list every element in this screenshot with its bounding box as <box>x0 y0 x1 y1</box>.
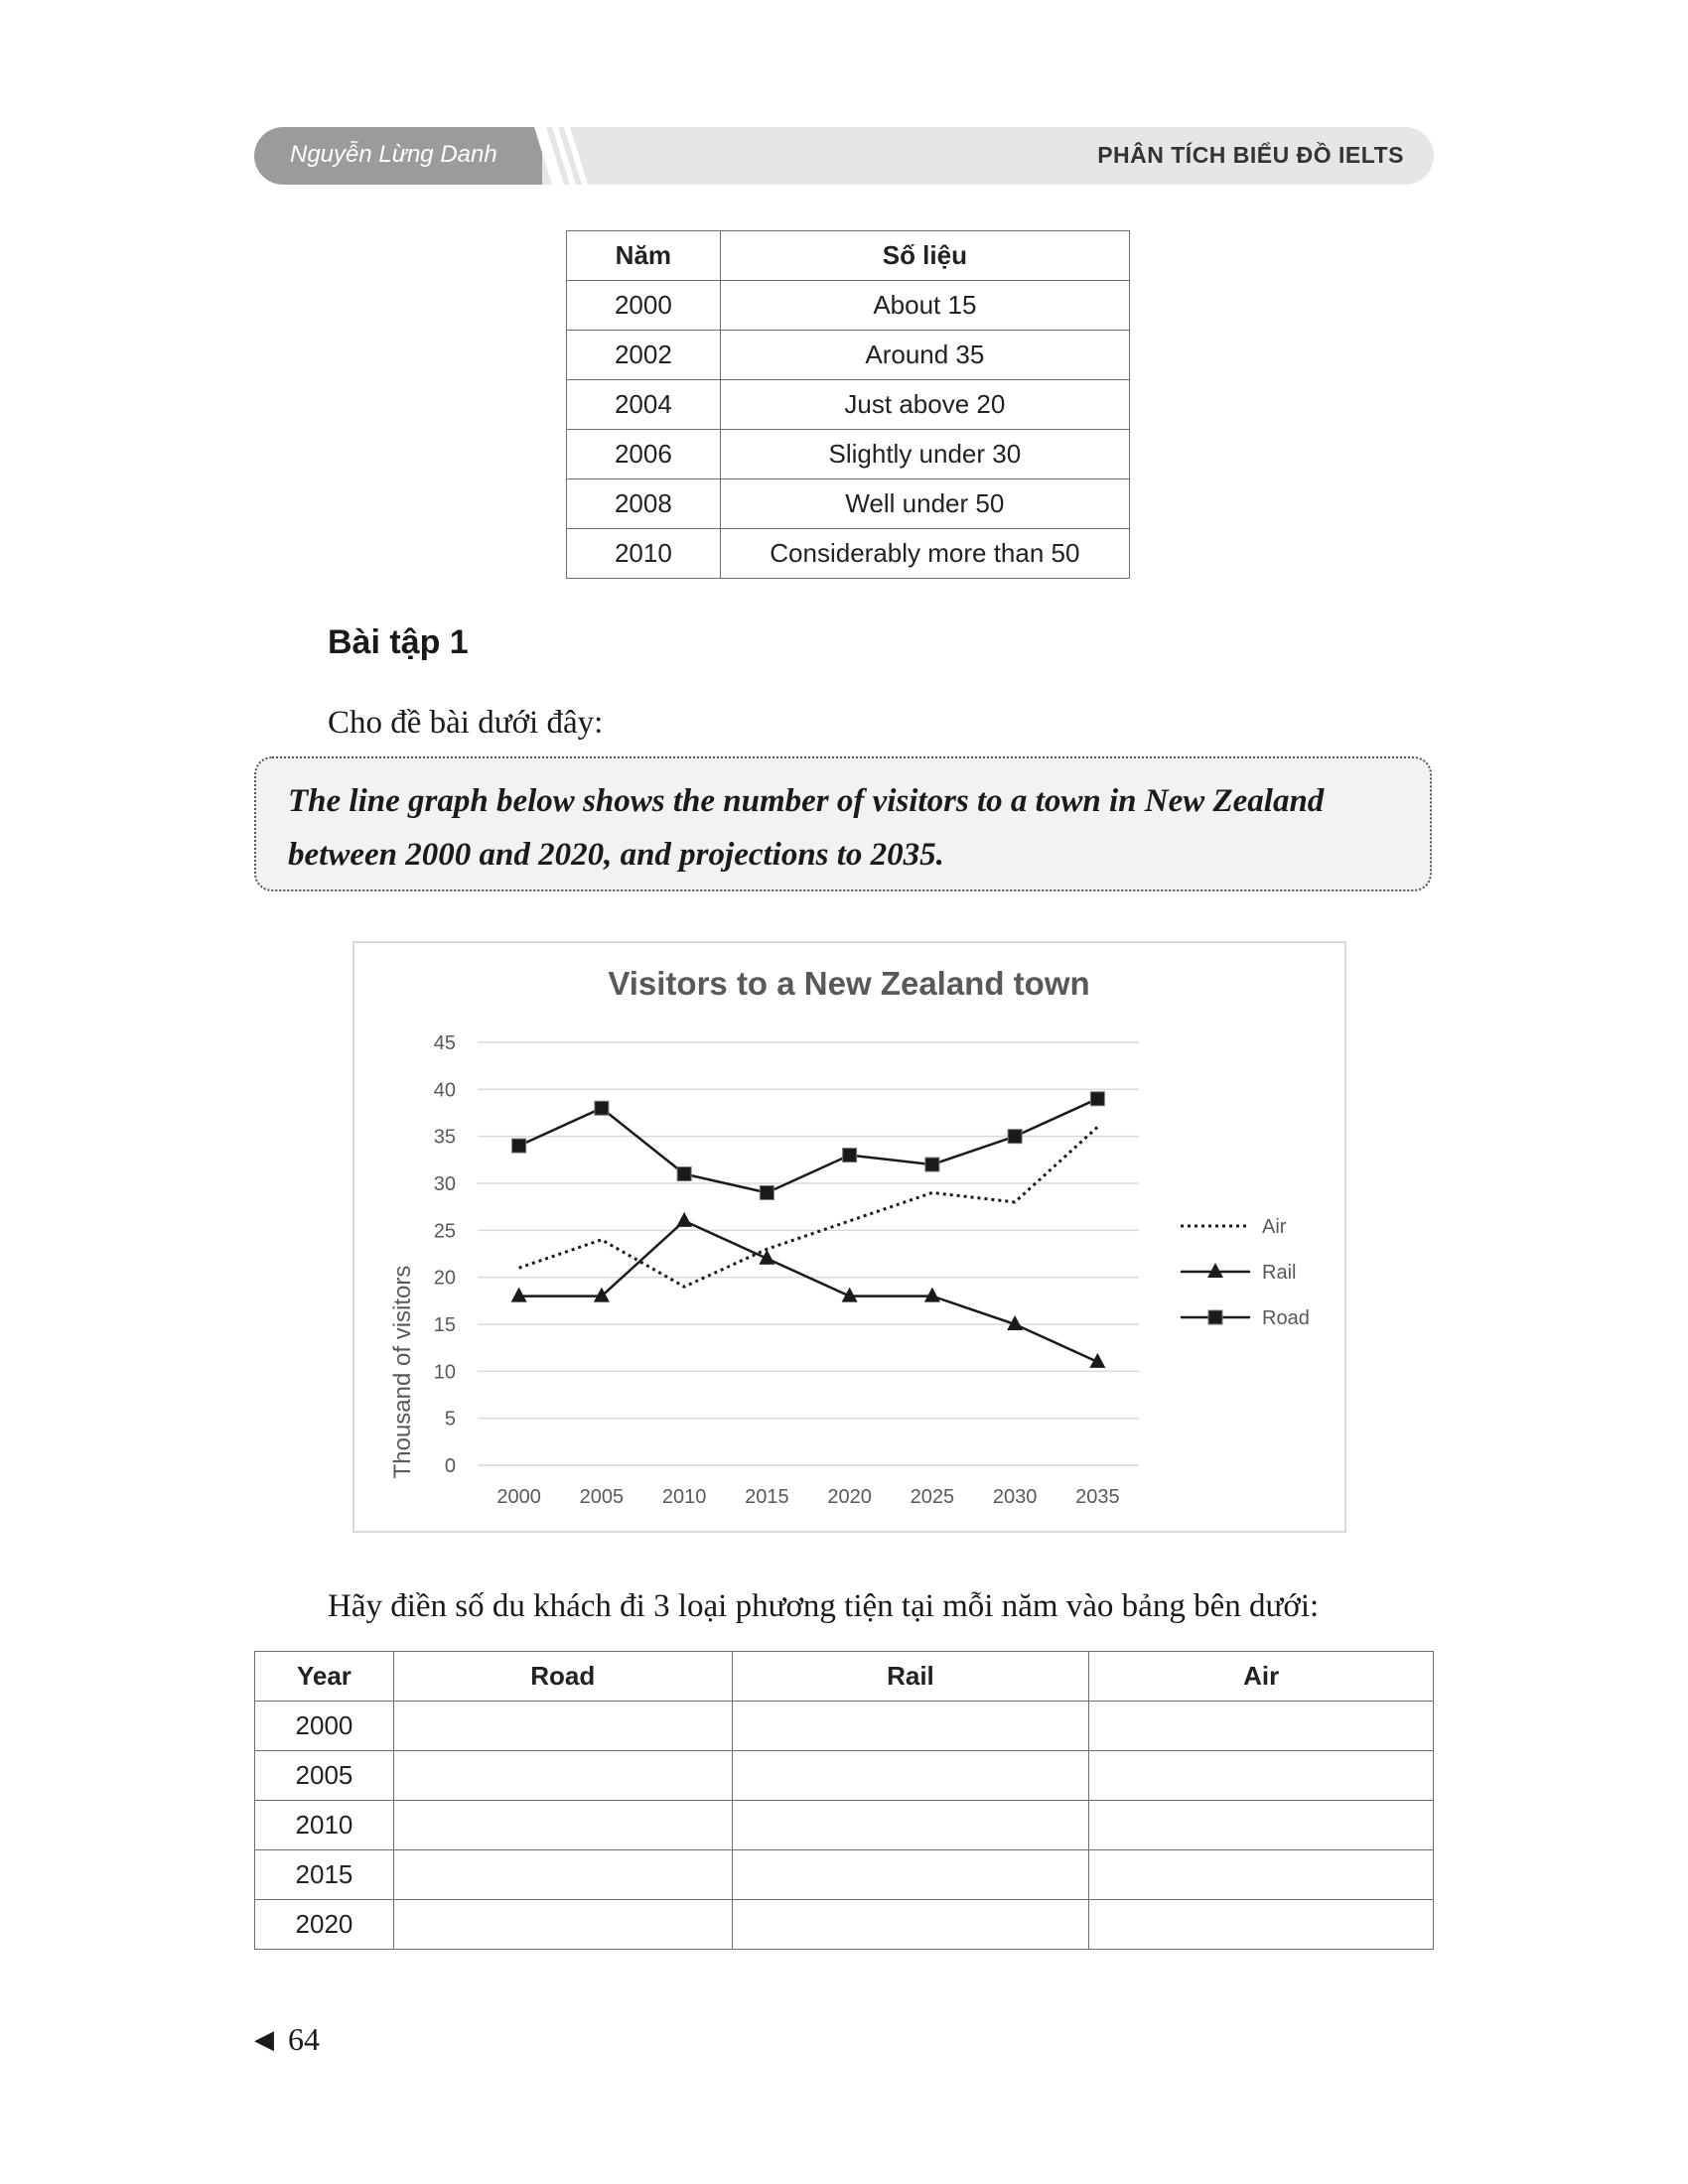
answer-cell-year: 2000 <box>255 1702 394 1751</box>
series-air <box>519 1127 1098 1287</box>
series-line-air <box>519 1127 1098 1287</box>
reference-cell-year: 2002 <box>567 331 721 380</box>
answer-cell-rail[interactable] <box>732 1900 1089 1950</box>
chart-x-tick-labels <box>496 1486 1119 1508</box>
legend-item-rail <box>1181 1262 1296 1284</box>
y-tick-label: 5 <box>444 1408 456 1431</box>
y-tick-label: 25 <box>433 1220 456 1243</box>
data-point-road <box>843 1149 857 1162</box>
y-tick-label: 15 <box>433 1314 456 1336</box>
reference-cell-value: Slightly under 30 <box>720 430 1129 479</box>
data-point-rail <box>676 1212 692 1227</box>
reference-cell-year: 2000 <box>567 281 721 331</box>
reference-header-value: Số liệu <box>720 231 1129 281</box>
answer-cell-road[interactable] <box>393 1850 732 1900</box>
x-tick-label: 2000 <box>496 1486 541 1508</box>
section-title: Bài tập 1 <box>328 623 469 661</box>
answer-header-rail: Rail <box>732 1652 1089 1702</box>
y-tick-label: 35 <box>433 1126 456 1149</box>
x-tick-label: 2025 <box>910 1486 955 1508</box>
chart-y-axis-label: Thousand of visitors <box>389 1265 416 1479</box>
answer-cell-air[interactable] <box>1089 1850 1434 1900</box>
data-point-road <box>925 1158 939 1171</box>
x-tick-label: 2035 <box>1075 1486 1120 1508</box>
answer-header-road: Road <box>393 1652 732 1702</box>
header-stripes-decoration <box>534 127 594 185</box>
y-tick-label: 30 <box>433 1173 456 1195</box>
line-chart <box>354 943 1344 1531</box>
table-row <box>255 1702 1434 1751</box>
prompt-line-2: between 2000 and 2020, and projections to 2035. <box>288 837 944 873</box>
reference-cell-value: About 15 <box>720 281 1129 331</box>
data-point-road <box>677 1167 691 1181</box>
reference-cell-value: Considerably more than 50 <box>720 529 1129 579</box>
answer-cell-year: 2010 <box>255 1801 394 1850</box>
data-point-rail <box>511 1288 527 1302</box>
answer-cell-rail[interactable] <box>732 1702 1089 1751</box>
answer-header-year: Year <box>255 1652 394 1702</box>
x-tick-label: 2005 <box>579 1486 625 1508</box>
answer-cell-rail[interactable] <box>732 1801 1089 1850</box>
table-row <box>255 1900 1434 1950</box>
answer-cell-road[interactable] <box>393 1900 732 1950</box>
answer-cell-air[interactable] <box>1089 1751 1434 1801</box>
answer-cell-year: 2020 <box>255 1900 394 1950</box>
chart-gridlines <box>478 1042 1139 1465</box>
y-tick-label: 10 <box>433 1361 456 1384</box>
chart-legend <box>1181 1216 1310 1329</box>
reference-cell-year: 2004 <box>567 380 721 430</box>
answer-cell-air[interactable] <box>1089 1900 1434 1950</box>
answer-cell-air[interactable] <box>1089 1801 1434 1850</box>
reference-cell-value: Around 35 <box>720 331 1129 380</box>
table-row <box>567 281 1130 331</box>
data-point-road <box>760 1185 774 1199</box>
table-row <box>567 529 1130 579</box>
header-author: Nguyễn Lừng Danh <box>290 141 497 168</box>
page-number <box>254 2021 320 2058</box>
reference-cell-value: Well under 50 <box>720 479 1129 529</box>
legend-marker-road <box>1208 1310 1222 1324</box>
reference-cell-year: 2010 <box>567 529 721 579</box>
answer-table <box>254 1651 1434 1950</box>
running-header <box>254 127 1434 185</box>
reference-header-year: Năm <box>567 231 721 281</box>
x-tick-label: 2010 <box>661 1486 707 1508</box>
prompt-text <box>288 774 1402 882</box>
answer-cell-air[interactable] <box>1089 1702 1434 1751</box>
reference-cell-year: 2008 <box>567 479 721 529</box>
legend-marker-rail <box>1207 1263 1223 1278</box>
y-tick-label: 0 <box>444 1455 456 1477</box>
reference-cell-year: 2006 <box>567 430 721 479</box>
legend-label-rail: Rail <box>1262 1262 1297 1284</box>
prompt-line-1: The line graph below shows the number of visitors to a town in New Zealand <box>288 783 1325 819</box>
header-book-title: PHÂN TÍCH BIỂU ĐỒ IELTS <box>1097 142 1404 168</box>
page-arrow-icon: ◀ <box>254 2025 274 2054</box>
series-rail <box>511 1212 1106 1368</box>
table-row <box>255 1850 1434 1900</box>
y-tick-label: 40 <box>433 1079 456 1102</box>
reference-table-header-row <box>567 231 1130 281</box>
reference-cell-value: Just above 20 <box>720 380 1129 430</box>
data-point-road <box>595 1101 609 1115</box>
reference-table <box>566 230 1130 579</box>
legend-label-air: Air <box>1262 1216 1287 1238</box>
table-row <box>567 331 1130 380</box>
answer-cell-road[interactable] <box>393 1751 732 1801</box>
table-row <box>567 479 1130 529</box>
x-tick-label: 2020 <box>827 1486 872 1508</box>
answer-cell-rail[interactable] <box>732 1850 1089 1900</box>
legend-item-road <box>1181 1307 1310 1329</box>
data-point-road <box>1008 1130 1022 1144</box>
data-point-road <box>512 1139 526 1153</box>
answer-table-header-row <box>255 1652 1434 1702</box>
prompt-box <box>254 756 1432 891</box>
answer-cell-rail[interactable] <box>732 1751 1089 1801</box>
y-tick-label: 45 <box>433 1032 456 1054</box>
chart-frame <box>352 941 1346 1533</box>
data-point-rail <box>924 1288 940 1302</box>
answer-cell-year: 2015 <box>255 1850 394 1900</box>
legend-item-air <box>1181 1216 1287 1238</box>
y-tick-label: 20 <box>433 1267 456 1290</box>
x-tick-label: 2015 <box>745 1486 789 1508</box>
table-row <box>255 1801 1434 1850</box>
legend-label-road: Road <box>1262 1307 1310 1329</box>
x-tick-label: 2030 <box>992 1486 1038 1508</box>
data-point-road <box>1090 1092 1104 1106</box>
answer-cell-road[interactable] <box>393 1702 732 1751</box>
chart-title: Visitors to a New Zealand town <box>608 965 1090 1002</box>
instruction-text: Hãy điền số du khách đi 3 loại phương tiện tại mỗi năm vào bảng bên dưới: <box>328 1588 1320 1624</box>
table-row <box>567 430 1130 479</box>
intro-text: Cho đề bài dưới đây: <box>328 705 604 741</box>
page-number-text: 64 <box>288 2021 320 2057</box>
answer-cell-road[interactable] <box>393 1801 732 1850</box>
chart-y-tick-labels <box>434 1032 456 1477</box>
answer-header-air: Air <box>1089 1652 1434 1702</box>
answer-cell-year: 2005 <box>255 1751 394 1801</box>
table-row <box>567 380 1130 430</box>
table-row <box>255 1751 1434 1801</box>
